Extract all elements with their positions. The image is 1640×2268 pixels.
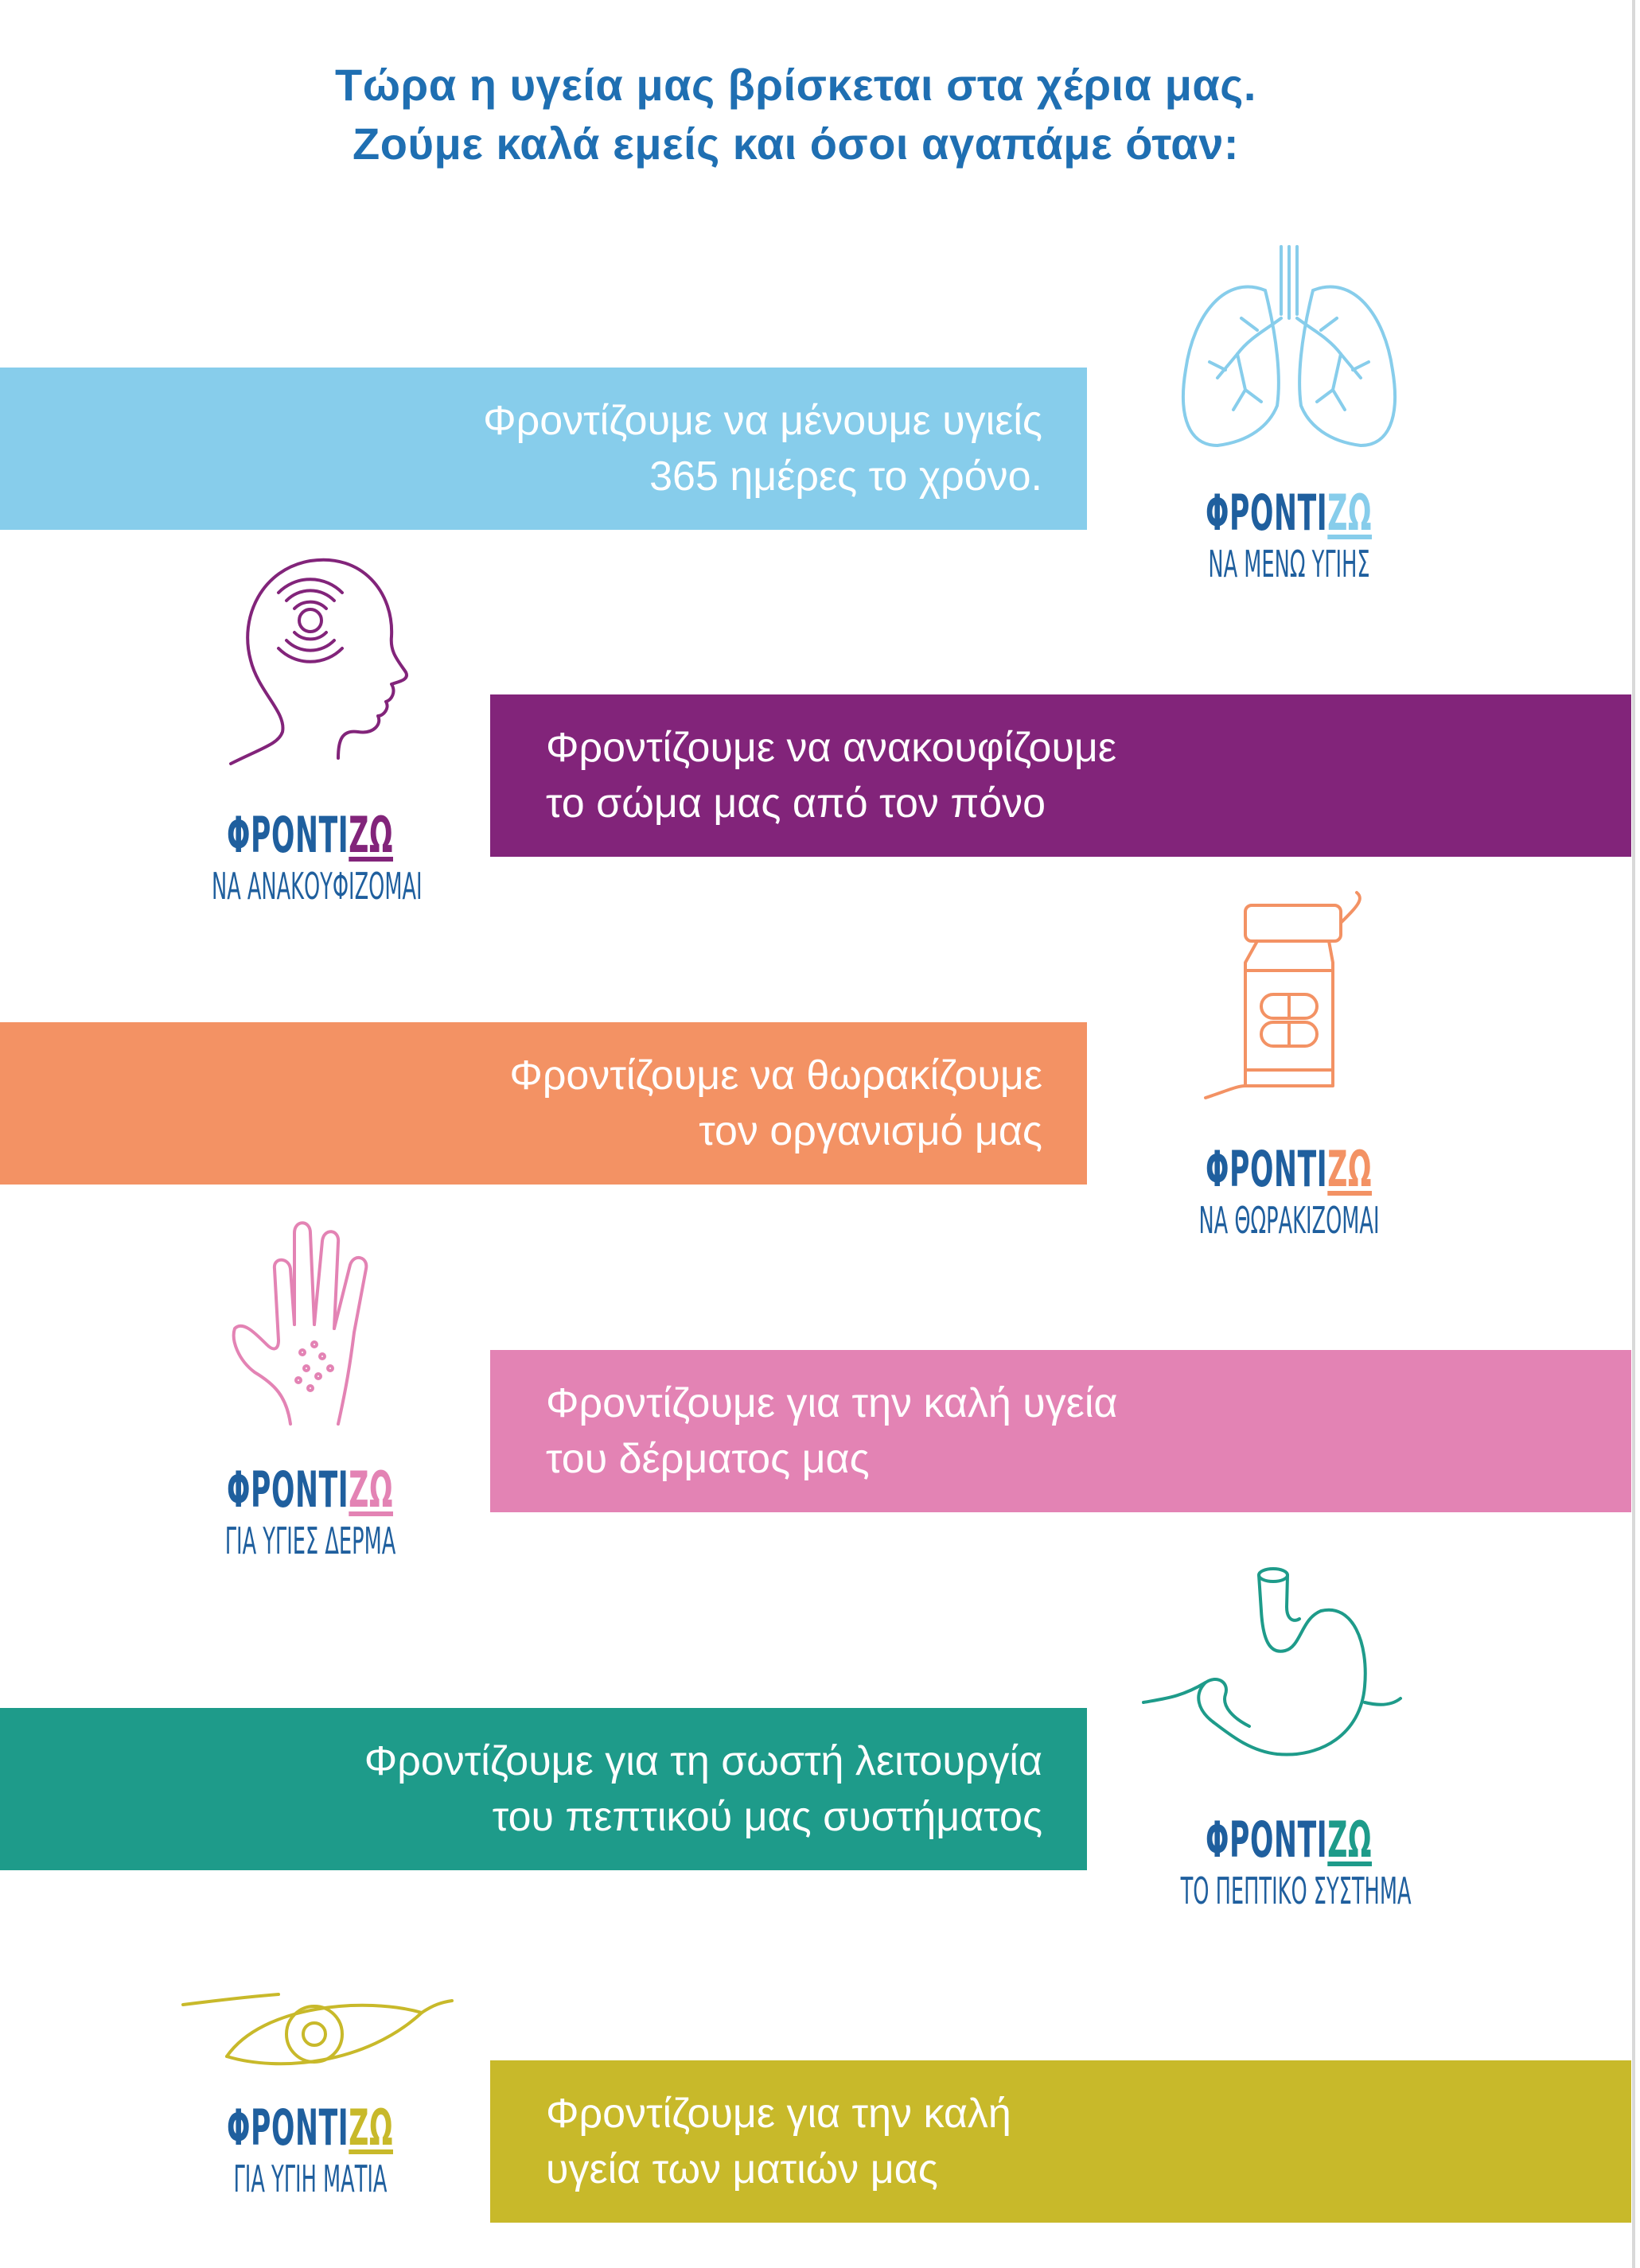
logo-relief bbox=[151, 807, 469, 909]
logo-subtitle: ΝΑ ΘΩΡΑΚΙΖΟΜΑΙ bbox=[1198, 1199, 1380, 1242]
logo-digestive bbox=[1114, 1812, 1464, 1914]
band-text-line-1: Φροντίζουμε για τη σωστή λειτουργία bbox=[364, 1738, 1042, 1784]
band-text-line-1: Φροντίζουμε να θωρακίζουμε bbox=[509, 1052, 1042, 1099]
logo-subtitle: ΓΙΑ ΥΓΙΕΣ ΔΕΡΜΑ bbox=[224, 1519, 396, 1562]
header-line-2: Ζούμε καλά εμείς και όσοι αγαπάμε όταν: bbox=[353, 119, 1239, 169]
logo-brand: ΦΡΟΝΤΙ bbox=[1206, 484, 1328, 542]
hand-icon bbox=[227, 1213, 386, 1428]
page-edge bbox=[1632, 0, 1635, 2268]
page-header bbox=[0, 56, 1591, 173]
logo-subtitle: ΝΑ ΜΕΝΩ ΥΓΙΗΣ bbox=[1208, 543, 1370, 585]
stomach-icon bbox=[1142, 1563, 1404, 1786]
logo-brand-zo: ΖΩ bbox=[1327, 484, 1373, 542]
logo-subtitle: ΤΟ ΠΕΠΤΙΚΟ ΣΥΣΤΗΜΑ bbox=[1180, 1869, 1412, 1912]
logo-subtitle: ΝΑ ΑΝΑΚΟΥΦΙΖΟΜΑΙ bbox=[212, 865, 423, 908]
logo-brand-zo: ΖΩ bbox=[1327, 1811, 1373, 1869]
lungs-icon bbox=[1170, 243, 1408, 457]
band-text-line-2: το σώμα μας από τον πόνο bbox=[546, 780, 1046, 827]
logo-stay-healthy bbox=[1130, 485, 1448, 587]
logo-brand-zo: ΖΩ bbox=[349, 806, 394, 864]
logo-skin bbox=[151, 1462, 469, 1564]
logo-brand-zo: ΖΩ bbox=[349, 2099, 394, 2157]
band-skin bbox=[490, 1350, 1631, 1512]
band-stay-healthy bbox=[0, 368, 1087, 530]
logo-brand: ΦΡΟΝΤΙ bbox=[1206, 1140, 1328, 1198]
band-text-line-2: του δέρματος μας bbox=[546, 1436, 870, 1482]
band-text-line-1: Φροντίζουμε για την καλή bbox=[546, 2091, 1011, 2137]
band-text-line-1: Φροντίζουμε να μένουμε υγιείς bbox=[483, 398, 1042, 444]
logo-brand-zo: ΖΩ bbox=[349, 1461, 394, 1519]
band-pain-relief bbox=[490, 694, 1631, 857]
band-text-line-2: τον οργανισμό μας bbox=[699, 1108, 1042, 1154]
band-eyes bbox=[490, 2060, 1631, 2223]
header-line-1: Τώρα η υγεία μας βρίσκεται στα χέρια μας. bbox=[335, 60, 1256, 110]
logo-immunity bbox=[1130, 1142, 1448, 1243]
logo-brand: ΦΡΟΝΤΙ bbox=[227, 806, 349, 864]
band-text-line-1: Φροντίζουμε για την καλή υγεία bbox=[546, 1380, 1118, 1426]
band-text-line-1: Φροντίζουμε να ανακουφίζουμε bbox=[546, 725, 1117, 771]
logo-subtitle: ΓΙΑ ΥΓΙΗ ΜΑΤΙΑ bbox=[233, 2157, 388, 2200]
band-text-line-2: υγεία των ματιών μας bbox=[546, 2146, 938, 2192]
logo-brand: ΦΡΟΝΤΙ bbox=[227, 1461, 349, 1519]
band-text-line-2: του πεπτικού μας συστήματος bbox=[492, 1794, 1042, 1840]
band-immunity bbox=[0, 1022, 1087, 1185]
pill-bottle-icon bbox=[1198, 891, 1373, 1106]
logo-brand-zo: ΖΩ bbox=[1327, 1140, 1373, 1198]
logo-brand: ΦΡΟΝΤΙ bbox=[1206, 1811, 1328, 1869]
logo-eyes bbox=[151, 2100, 469, 2202]
band-digestive bbox=[0, 1708, 1087, 1870]
logo-brand: ΦΡΟΝΤΙ bbox=[227, 2099, 349, 2157]
eye-icon bbox=[183, 1969, 454, 2072]
band-text-line-2: 365 ημέρες το χρόνο. bbox=[649, 453, 1042, 500]
head-icon bbox=[215, 553, 414, 768]
